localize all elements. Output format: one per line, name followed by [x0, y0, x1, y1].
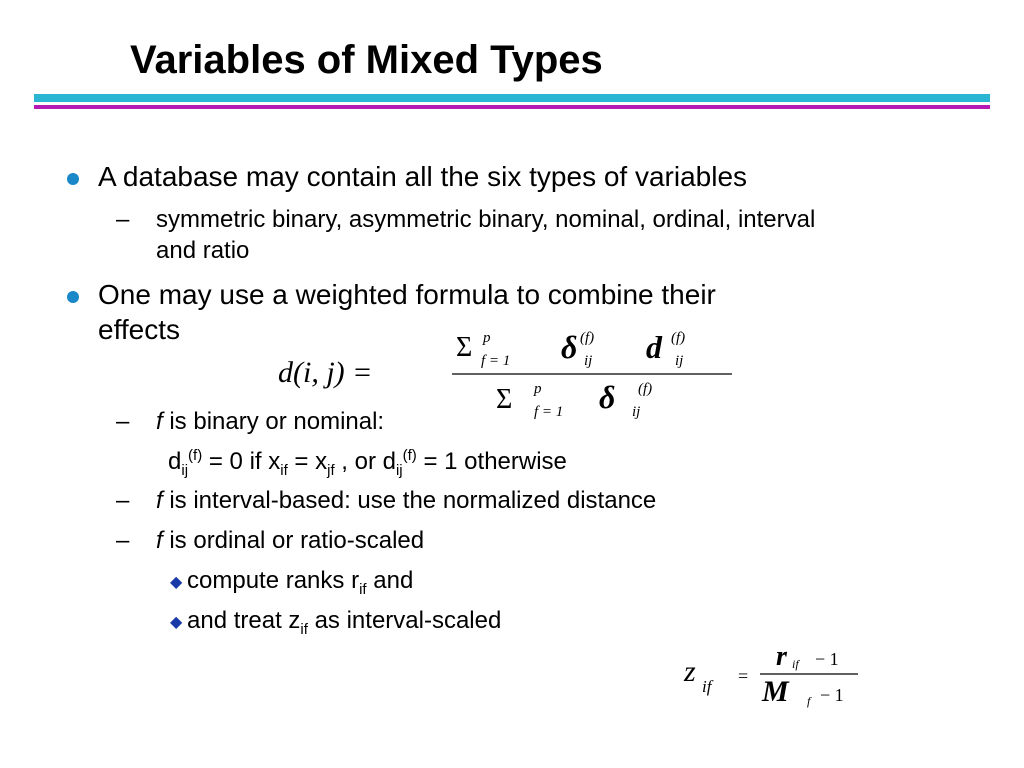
svg-text:if: if	[702, 677, 712, 696]
sub-bullet-text: symmetric binary, asymmetric binary, nominal, ordinal, interval	[156, 206, 816, 233]
svg-text:=: =	[738, 666, 749, 686]
sub-bullet-treat: and treat $z_{if}$ as interval-scaled	[187, 607, 502, 638]
bullet-text: A database may contain all the six types of variables	[98, 161, 748, 192]
bullet-dot	[67, 291, 79, 303]
diamond-bullet: ◆	[170, 574, 183, 591]
sum-symbol: Σ	[496, 384, 513, 415]
diamond-bullet: ◆	[170, 614, 183, 631]
svg-text:(f): (f)	[580, 330, 595, 346]
svg-text:− 1: − 1	[815, 649, 839, 669]
title-rule-cyan	[34, 94, 990, 102]
svg-text:(f): (f)	[638, 381, 653, 397]
svg-text:ij: ij	[584, 353, 593, 369]
bullet-text-cont: effects	[98, 314, 180, 345]
svg-text:ij: ij	[675, 353, 684, 369]
d-symbol: d	[646, 329, 662, 365]
svg-text:p: p	[534, 381, 542, 397]
svg-text:f = 1: f = 1	[481, 353, 511, 369]
svg-text:M: M	[762, 675, 789, 708]
svg-text:ij: ij	[632, 404, 641, 420]
bullet-dot	[67, 173, 79, 185]
case-ordinal: f is ordinal or ratio-scaled	[156, 527, 425, 554]
sum-symbol: Σ	[456, 332, 473, 363]
delta: δ	[599, 379, 616, 415]
formula-lhs: d(i, j) =	[278, 356, 373, 389]
svg-text:p: p	[483, 330, 491, 346]
delta: δ	[561, 329, 578, 365]
svg-text:f: f	[807, 694, 811, 708]
title-rule-magenta	[34, 105, 990, 109]
case-interval: f is interval-based: use the normalized distance	[156, 487, 657, 514]
dash-marker: –	[116, 487, 130, 514]
z-formula	[680, 640, 870, 710]
svg-text:f = 1: f = 1	[534, 404, 564, 420]
svg-text:z: z	[684, 655, 696, 688]
binary-rule: $d_{ij}^{(f)} = 0$ if $x_{if} = x_{jf}$ , or $d_{ij}^{(f)} = 1$ otherwise	[168, 447, 567, 479]
case-binary: f is binary or nominal:	[156, 408, 385, 435]
dash-marker: –	[116, 527, 130, 554]
sub-bullet-text-cont: and ratio	[156, 237, 250, 264]
sub-bullet-ranks: compute ranks $r_{if}$ and	[187, 567, 414, 598]
svg-text:− 1: − 1	[820, 685, 844, 705]
svg-text:(f): (f)	[671, 330, 686, 346]
svg-text:r: r	[776, 641, 787, 672]
svg-text:if: if	[792, 657, 799, 671]
dash-marker: –	[116, 408, 130, 435]
slide-title: Variables of Mixed Types	[130, 38, 603, 82]
dash-marker: –	[116, 206, 130, 233]
bullet-text: One may use a weighted formula to combine their	[98, 279, 716, 310]
